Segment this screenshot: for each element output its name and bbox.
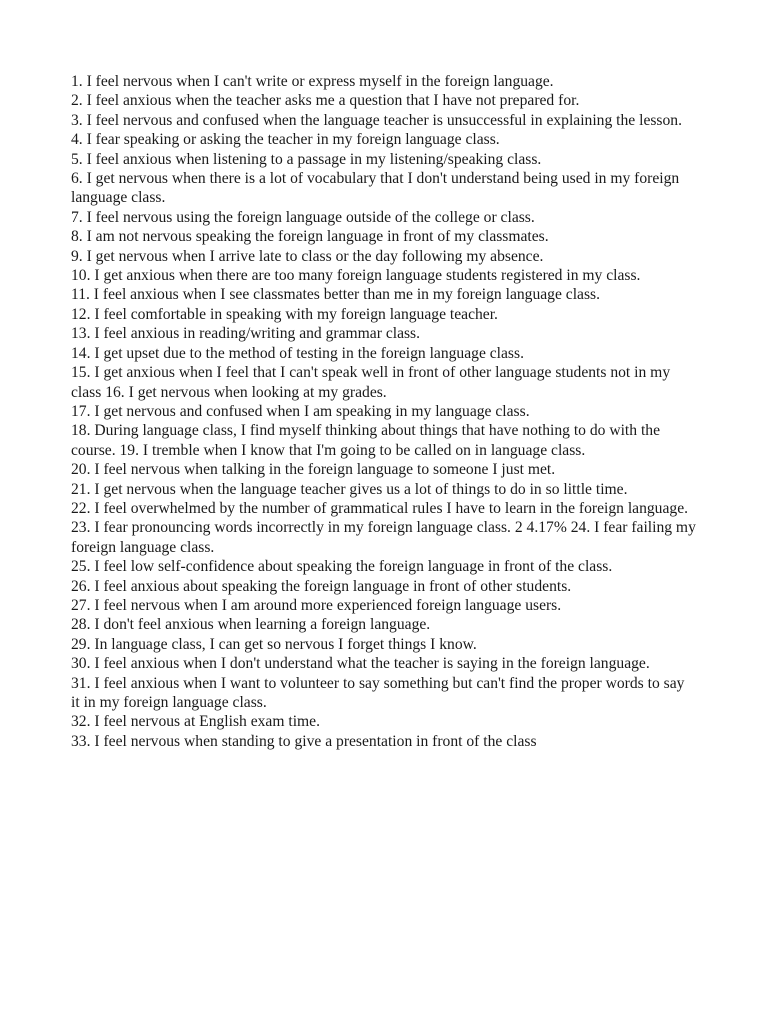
questionnaire-item-9: 9. I get nervous when I arrive late to class or the day following my absence. bbox=[71, 247, 544, 265]
questionnaire-item-6: 6. I get nervous when there is a lot of vocabulary that I don't understand being used in my foreign language class. bbox=[71, 170, 680, 207]
questionnaire-item-30: 30. I feel anxious when I don't understand what the teacher is saying in the foreign language. bbox=[71, 655, 650, 673]
questionnaire-item-2: 2. I feel anxious when the teacher asks me a question that I have not prepared for. bbox=[71, 92, 580, 110]
questionnaire-item-26: 26. I feel anxious about speaking the foreign language in front of other students. bbox=[71, 577, 572, 595]
questionnaire-item-20: 20. I feel nervous when talking in the foreign language to someone I just met. bbox=[71, 461, 556, 479]
questionnaire-item-5: 5. I feel anxious when listening to a passage in my listening/speaking class. bbox=[71, 150, 542, 168]
questionnaire-item-3: 3. I feel nervous and confused when the language teacher is unsuccessful in explaining the lesson. bbox=[71, 111, 682, 129]
questionnaire-item-29: 29. In language class, I can get so nervous I forget things I know. bbox=[71, 635, 477, 653]
questionnaire-item-14: 14. I get upset due to the method of testing in the foreign language class. bbox=[71, 344, 524, 362]
questionnaire-item-12: 12. I feel comfortable in speaking with my foreign language teacher. bbox=[71, 305, 498, 323]
questionnaire-item-31: 31. I feel anxious when I want to volunteer to say something but can't find the proper words to say it in my foreign language class. bbox=[71, 674, 685, 711]
questionnaire-item-23-24: 23. I fear pronouncing words incorrectly in my foreign language class. 2 4.17% 24. I fear failing my foreign language class. bbox=[71, 519, 696, 556]
questionnaire-item-17: 17. I get nervous and confused when I am speaking in my language class. bbox=[71, 402, 530, 420]
questionnaire-item-7: 7. I feel nervous using the foreign language outside of the college or class. bbox=[71, 208, 535, 226]
questionnaire-item-22: 22. I feel overwhelmed by the number of grammatical rules I have to learn in the foreign language. bbox=[71, 499, 689, 517]
questionnaire-item-25: 25. I feel low self-confidence about speaking the foreign language in front of the class. bbox=[71, 558, 613, 576]
questionnaire-item-33: 33. I feel nervous when standing to give a presentation in front of the class bbox=[71, 732, 537, 750]
questionnaire-item-32: 32. I feel nervous at English exam time. bbox=[71, 713, 320, 731]
questionnaire-item-18-19: 18. During language class, I find myself thinking about things that have nothing to do with the course. 19. I tremble when I know that I'm going to be called on in language class. bbox=[71, 422, 661, 459]
questionnaire-item-4: 4. I fear speaking or asking the teacher in my foreign language class. bbox=[71, 131, 500, 149]
questionnaire-item-13: 13. I feel anxious in reading/writing and grammar class. bbox=[71, 325, 421, 343]
questionnaire-item-15-16: 15. I get anxious when I feel that I can't speak well in front of other language students not in my class 16. I get nervous when looking at my grades. bbox=[71, 364, 671, 401]
questionnaire-item-28: 28. I don't feel anxious when learning a foreign language. bbox=[71, 616, 431, 634]
questionnaire-text bbox=[71, 72, 696, 751]
questionnaire-item-10: 10. I get anxious when there are too many foreign language students registered in my class. bbox=[71, 267, 641, 285]
questionnaire-item-21: 21. I get nervous when the language teacher gives us a lot of things to do in so little time. bbox=[71, 480, 628, 498]
questionnaire-item-11: 11. I feel anxious when I see classmates better than me in my foreign language class. bbox=[71, 286, 600, 304]
questionnaire-item-8: 8. I am not nervous speaking the foreign language in front of my classmates. bbox=[71, 228, 549, 246]
questionnaire-item-27: 27. I feel nervous when I am around more experienced foreign language users. bbox=[71, 596, 562, 614]
questionnaire-item-1: 1. I feel nervous when I can't write or express myself in the foreign language. bbox=[71, 73, 554, 90]
